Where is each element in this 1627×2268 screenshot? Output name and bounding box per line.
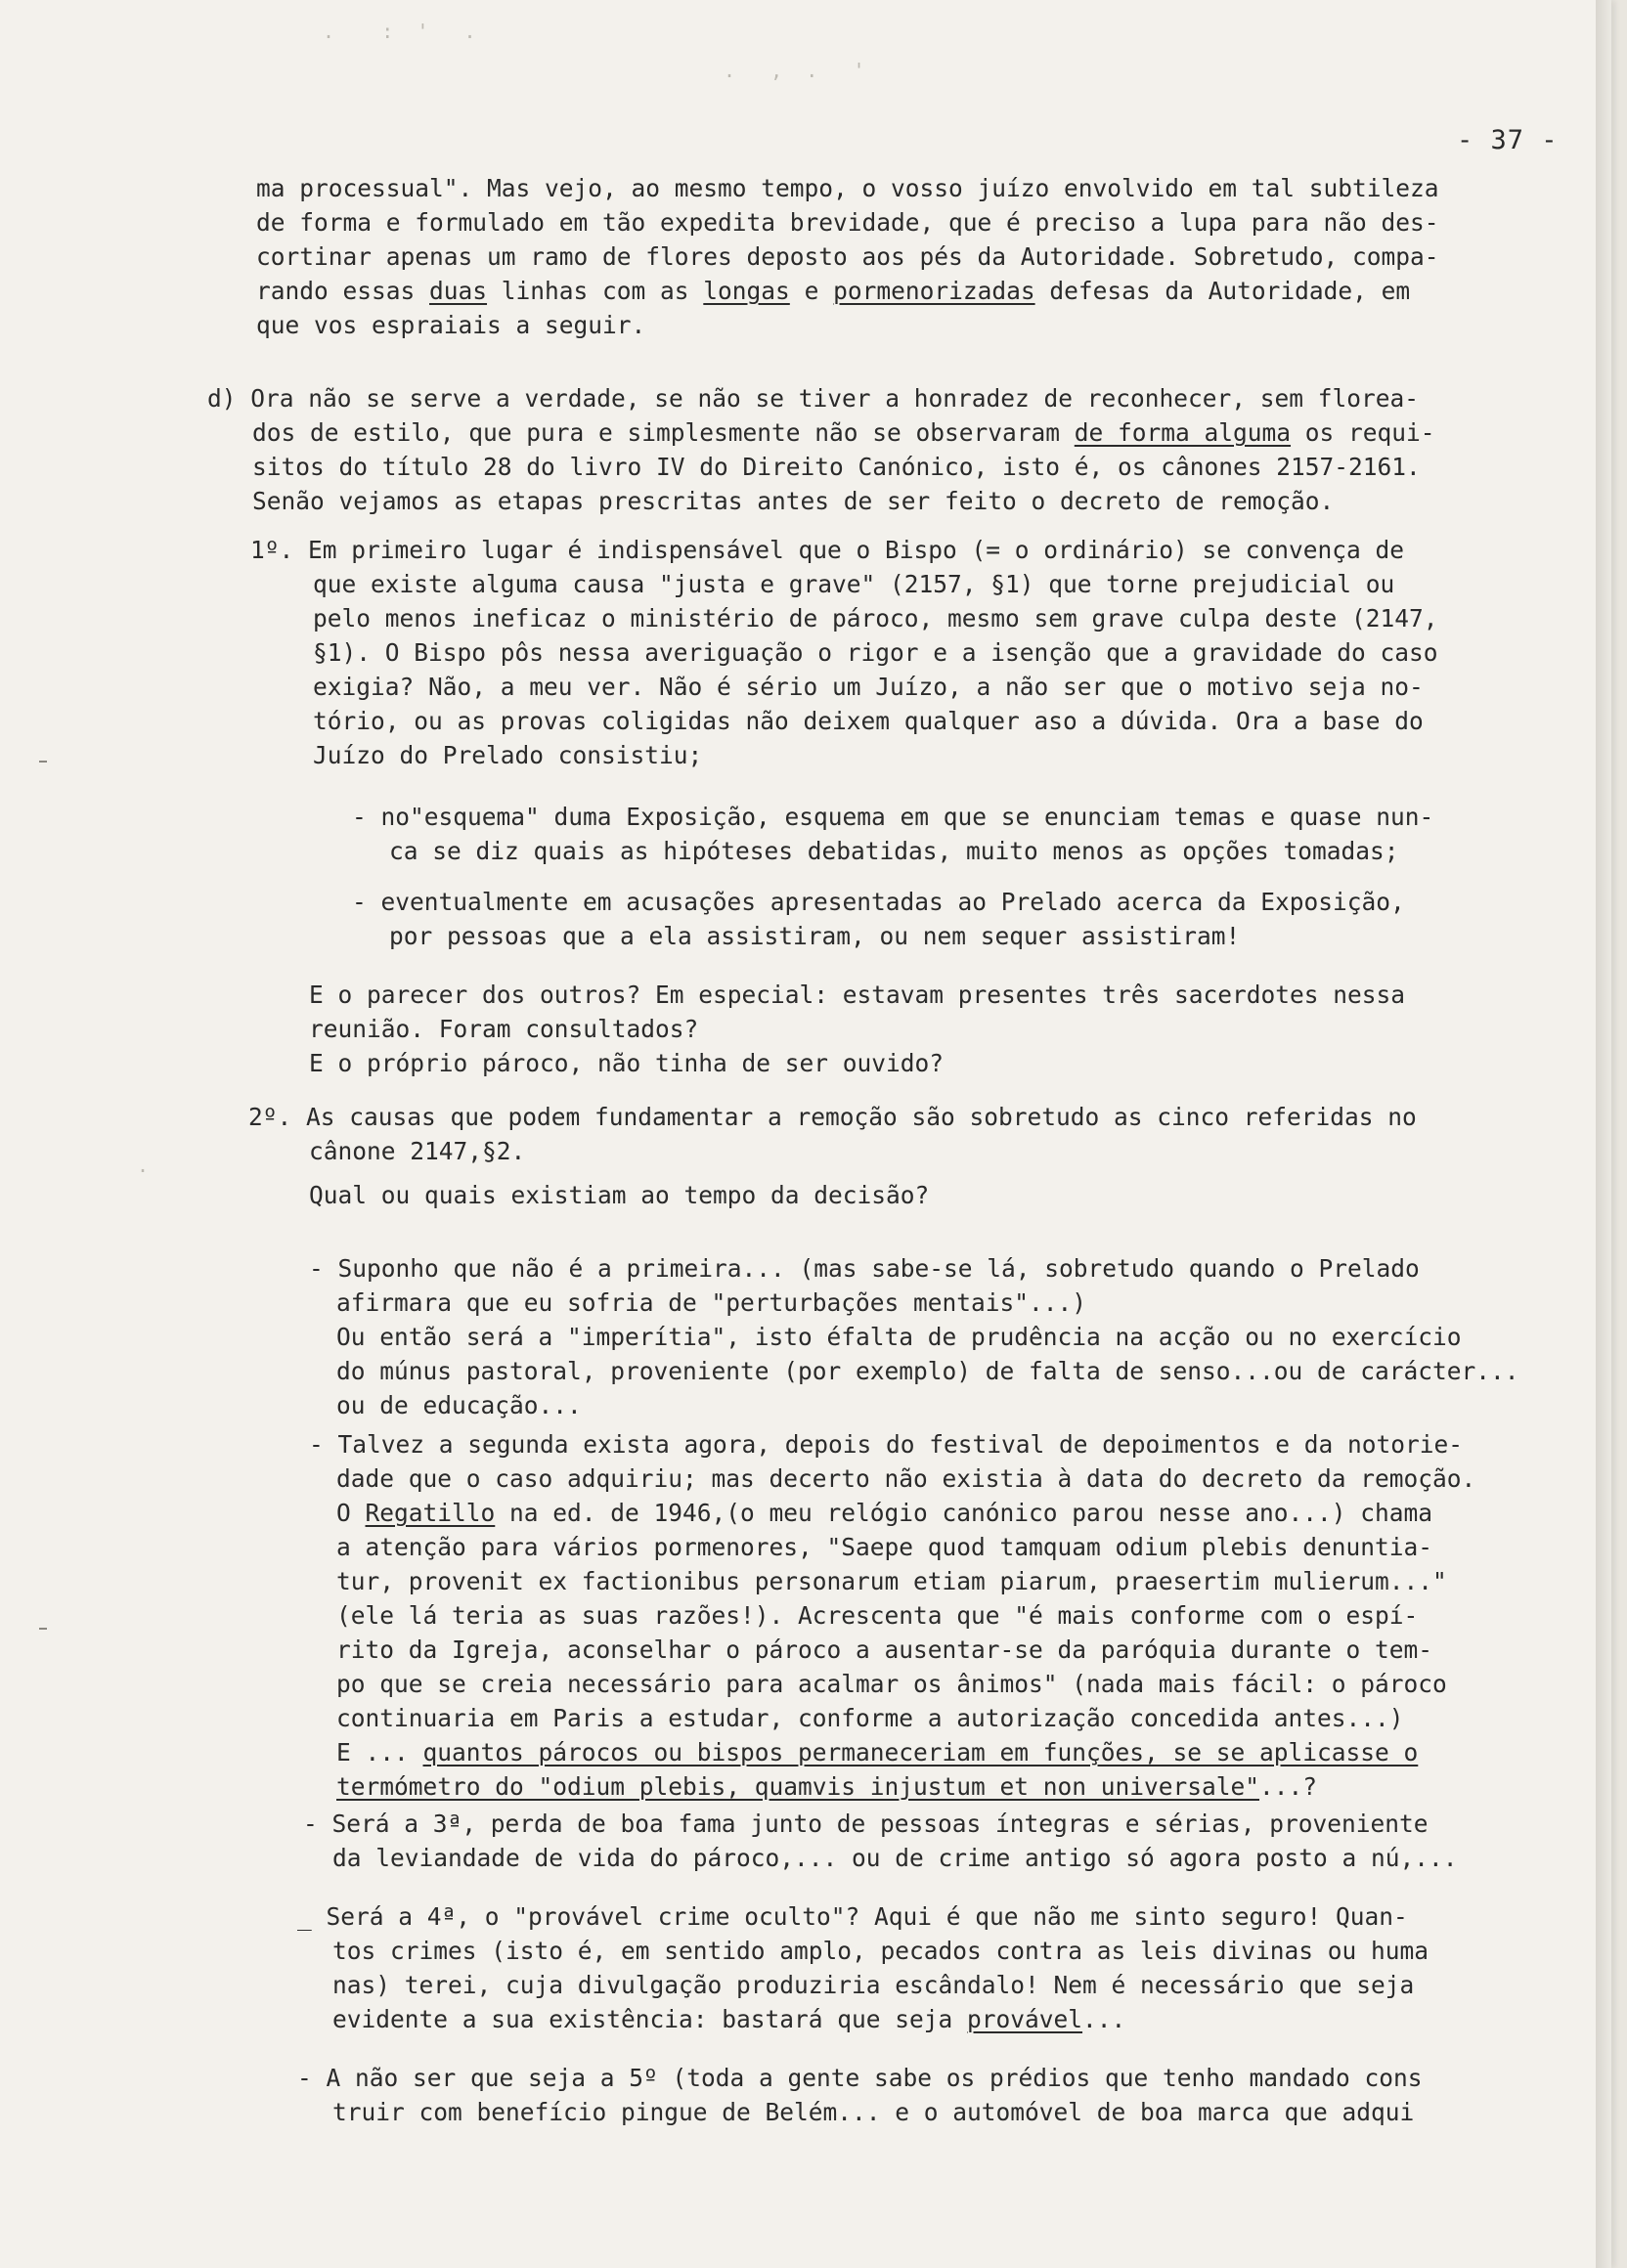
text-line: que vos espraiais a seguir.	[256, 311, 646, 339]
text-line: - eventualmente em acusações apresentadas ao Prelado acerca da Exposição,	[352, 888, 1405, 916]
underlined-text: Regatillo	[365, 1499, 496, 1527]
text-line: do múnus pastoral, proveniente (por exemplo) de falta de senso...ou de carácter...	[336, 1357, 1519, 1385]
text-line: (ele lá teria as suas razões!). Acrescenta que "é mais conforme com o espí-	[336, 1601, 1419, 1630]
text-line: 2º. As causas que podem fundamentar a remoção são sobretudo as cinco referidas no	[248, 1103, 1417, 1131]
text-line: Qual ou quais existiam ao tempo da decisão?	[309, 1181, 930, 1209]
text-line: tos crimes (isto é, em sentido amplo, pecados contra as leis divinas ou huma	[332, 1937, 1429, 1965]
text-line: de forma e formulado em tão expedita brevidade, que é preciso a lupa para não des-	[256, 208, 1439, 237]
text-line: cânone 2147,§2.	[309, 1137, 526, 1165]
text-line: cortinar apenas um ramo de flores deposto aos pés da Autoridade. Sobretudo, compa-	[256, 242, 1439, 271]
text-line: - Talvez a segunda exista agora, depois do festival de depoimentos e da notorie-	[309, 1430, 1464, 1459]
text-line: pelo menos ineficaz o ministério de pároco, mesmo sem grave culpa deste (2147,	[313, 604, 1438, 632]
underlined-text: termómetro do "odium plebis, quamvis injustum et non universale"	[336, 1772, 1260, 1801]
text-line: a atenção para vários pormenores, "Saepe quod tamquam odium plebis denuntia-	[336, 1533, 1433, 1561]
bleed-through-mark: . , . '	[724, 59, 865, 82]
text-line: dos de estilo, que pura e simplesmente não se observaram de forma alguma os requi-	[252, 418, 1435, 447]
text-line: rando essas duas linhas com as longas e pormenorizadas defesas da Autoridade, em	[256, 277, 1411, 305]
text-line: ma processual". Mas vejo, ao mesmo tempo, o vosso juízo envolvido em tal subtileza	[256, 174, 1439, 202]
bleed-through-mark: .	[137, 1154, 150, 1177]
text-line: 1º. Em primeiro lugar é indispensável que o Bispo (= o ordinário) se convença de	[250, 536, 1405, 564]
text-line: ca se diz quais as hipóteses debatidas, muito menos as opções tomadas;	[389, 837, 1399, 865]
text-line: Ou então será a "imperítia", isto éfalta de prudência na acção ou no exercício	[336, 1323, 1462, 1351]
text-line: dade que o caso adquiriu; mas decerto não existia à data do decreto da remoção.	[336, 1464, 1476, 1493]
text-line: rito da Igreja, aconselhar o pároco a ausentar-se da paróquia durante o tem-	[336, 1636, 1433, 1664]
text-line: po que se creia necessário para acalmar os ânimos" (nada mais fácil: o pároco	[336, 1670, 1447, 1698]
text-line: Senão vejamos as etapas prescritas antes de ser feito o decreto de remoção.	[252, 487, 1335, 515]
text-line: §1). O Bispo pôs nessa averiguação o rigor e a isenção que a gravidade do caso	[313, 638, 1438, 667]
underlined-text: provável	[967, 2005, 1083, 2033]
text-line: da leviandade de vida do pároco,... ou de crime antigo só agora posto a nú,...	[332, 1844, 1458, 1872]
text-line: tório, ou as provas coligidas não deixem qualquer aso a dúvida. Ora a base do	[313, 707, 1424, 735]
text-line: ou de educação...	[336, 1391, 582, 1419]
underlined-text: de forma alguma	[1074, 418, 1292, 447]
text-line: termómetro do "odium plebis, quamvis injustum et non universale"...?	[336, 1772, 1318, 1801]
text-line: nas) terei, cuja divulgação produziria escândalo! Nem é necessário que seja	[332, 1971, 1415, 1999]
text-line: que existe alguma causa "justa e grave" (2157, §1) que torne prejudicial ou	[313, 570, 1395, 598]
text-line: sitos do título 28 do livro IV do Direito Canónico, isto é, os cânones 2157-2161.	[252, 453, 1421, 481]
text-line: E ... quantos párocos ou bispos permaneceriam em funções, se se aplicasse o	[336, 1738, 1419, 1766]
text-line: continuaria em Paris a estudar, conforme a autorização concedida antes...)	[336, 1704, 1404, 1732]
text-line: exigia? Não, a meu ver. Não é sério um Juízo, a não ser que o motivo seja no-	[313, 673, 1424, 701]
text-line: reunião. Foram consultados?	[309, 1015, 699, 1043]
page-edge	[1596, 0, 1611, 2268]
underlined-text: quantos párocos ou bispos permaneceriam em funções, se se aplicasse o	[422, 1738, 1419, 1766]
bleed-through-mark: . : ' .	[323, 20, 476, 43]
text-line: truir com benefício pingue de Belém... e o automóvel de boa marca que adqui	[332, 2098, 1415, 2126]
page-number: - 37 -	[1457, 125, 1559, 155]
text-line: afirmara que eu sofria de "perturbações mentais"...)	[336, 1288, 1087, 1317]
text-line: - Será a 3ª, perda de boa fama junto de pessoas íntegras e sérias, proveniente	[303, 1810, 1429, 1838]
text-line: - A não ser que seja a 5º (toda a gente sabe os prédios que tenho mandado cons	[297, 2064, 1423, 2092]
text-line: _ Será a 4ª, o "provável crime oculto"? Aqui é que não me sinto seguro! Quan-	[297, 1902, 1408, 1931]
text-line: O Regatillo na ed. de 1946,(o meu relógio canónico parou nesse ano...) chama	[336, 1499, 1433, 1527]
text-line: evidente a sua existência: bastará que seja provável...	[332, 2005, 1126, 2033]
text-line: tur, provenit ex factionibus personarum etiam piarum, praesertim mulierum..."	[336, 1567, 1447, 1595]
underlined-text: duas	[429, 277, 488, 305]
text-line: E o próprio pároco, não tinha de ser ouvido?	[309, 1049, 945, 1077]
text-line: d) Ora não se serve a verdade, se não se tiver a honradez de reconhecer, sem florea-	[207, 384, 1420, 413]
underlined-text: pormenorizadas	[833, 277, 1035, 305]
text-line: Juízo do Prelado consistiu;	[313, 741, 703, 769]
text-line: - Suponho que não é a primeira... (mas sabe-se lá, sobretudo quando o Prelado	[309, 1254, 1420, 1283]
text-line: por pessoas que a ela assistiram, ou nem sequer assistiram!	[389, 922, 1241, 950]
text-line: E o parecer dos outros? Em especial: estavam presentes três sacerdotes nessa	[309, 981, 1406, 1009]
text-line: - no"esquema" duma Exposição, esquema em que se enunciam temas e quase nun-	[352, 803, 1434, 831]
underlined-text: longas	[703, 277, 790, 305]
